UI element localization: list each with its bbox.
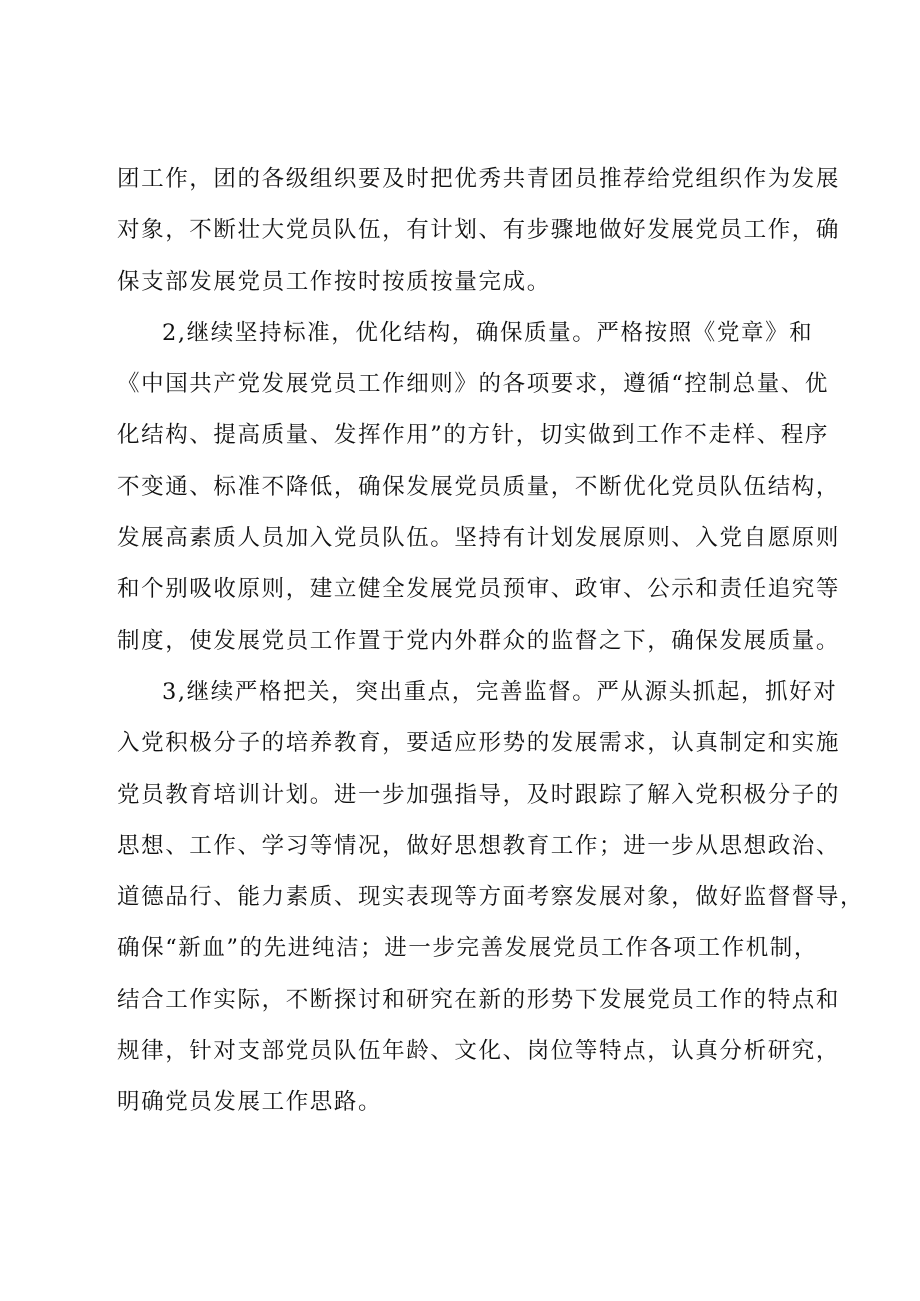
text-line: 思想、工作、学习等情况，做好思想教育工作；进一步从思想政治、 — [117, 832, 841, 859]
text-line: 团工作，团的各级组织要及时把优秀共青团员推荐给党组织作为发展 — [117, 166, 841, 192]
text-line: 《中国共产党发展党员工作细则》的各项要求，遵循“控制总量、优 — [117, 371, 830, 398]
document-body — [117, 154, 865, 1129]
text-line: 入党积极分子的培养教育，要适应形势的发展需求，认真制定和实施 — [117, 730, 841, 757]
text-line: 对象，不断壮大党员队伍，有计划、有步骤地做好发展党员工作，确 — [117, 217, 841, 244]
text-line: 保支部发展党员工作按时按质按量完成。 — [117, 268, 551, 295]
text-line: 不变通、标准不降低，确保发展党员质量，不断优化党员队伍结构， — [117, 473, 841, 500]
text-line: 2,继续坚持标准，优化结构，确保质量。严格按照《党章》和 — [162, 319, 814, 346]
text-line: 确保“新血”的先进纯洁；进一步完善发展党员工作各项工作机制， — [117, 935, 819, 962]
paragraph-continuation — [117, 154, 841, 308]
paragraph-2 — [117, 308, 841, 667]
text-line: 明确党员发展工作思路。 — [117, 1089, 383, 1116]
text-line: 道德品行、能力素质、现实表现等方面考察发展对象，做好监督督导， — [117, 884, 865, 911]
text-line: 规律，针对支部党员队伍年龄、文化、岗位等特点，认真分析研究， — [117, 1038, 841, 1065]
text-line: 党员教育培训计划。进一步加强指导，及时跟踪了解入党积极分子的 — [117, 781, 841, 808]
text-line: 制度，使发展党员工作置于党内外群众的监督之下，确保发展质量。 — [117, 627, 841, 654]
text-line: 结合工作实际，不断探讨和研究在新的形势下发展党员工作的特点和 — [117, 986, 841, 1013]
text-line: 发展高素质人员加入党员队伍。坚持有计划发展原则、入党自愿原则 — [117, 525, 841, 552]
text-line: 化结构、提高质量、发挥作用”的方针，切实做到工作不走样、程序 — [117, 422, 830, 449]
text-line: 和个别吸收原则，建立健全发展党员预审、政审、公示和责任追究等 — [117, 576, 841, 603]
text-line: 3,继续严格把关，突出重点，完善监督。严从源头抓起，抓好对 — [162, 678, 838, 705]
paragraph-3 — [117, 667, 865, 1129]
